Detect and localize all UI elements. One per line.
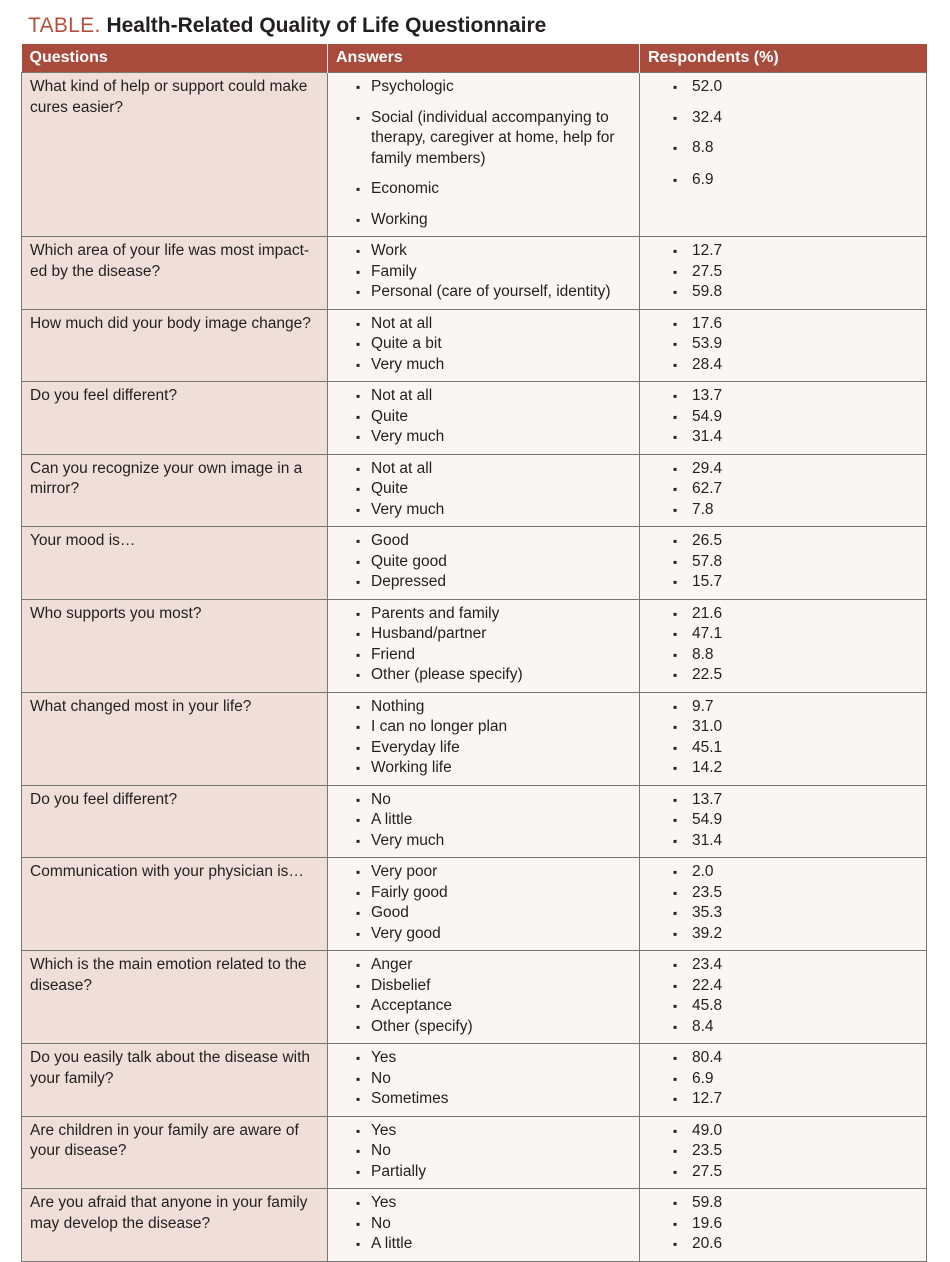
answer-item: ▪ Sometimes (336, 1089, 632, 1110)
answer-item: ▪ Very much (336, 427, 632, 448)
answer-item: ▪ Other (please specify) (336, 665, 632, 686)
answer-item: ▪ Depressed (336, 572, 632, 593)
table-row (22, 1044, 927, 1117)
header-questions: Questions (22, 44, 328, 73)
question-cell: What kind of help or support could make cures easier? (22, 73, 328, 237)
respondent-value: ▪ 19.6 (648, 1214, 919, 1235)
answers-cell (328, 692, 640, 785)
answer-item: ▪ No (336, 1141, 632, 1162)
respondent-value: ▪ 12.7 (648, 241, 919, 262)
question-cell: Are you afraid that anyone in your family may develop the disease? (22, 1189, 328, 1262)
respondent-value: ▪ 21.6 (648, 604, 919, 625)
header-answers: Answers (328, 44, 640, 73)
answer-item: ▪ Working (336, 210, 632, 231)
respondent-value: ▪ 49.0 (648, 1121, 919, 1142)
question-cell: Your mood is… (22, 527, 328, 600)
respondent-value: ▪ 80.4 (648, 1048, 919, 1069)
answer-item: ▪ Quite good (336, 552, 632, 573)
respondents-cell (640, 309, 927, 382)
table-title (28, 14, 546, 38)
respondent-value: ▪ 54.9 (648, 407, 919, 428)
answer-item: ▪ Very good (336, 924, 632, 945)
answer-item: ▪ Husband/partner (336, 624, 632, 645)
answer-item: ▪ Very poor (336, 862, 632, 883)
table-row (22, 309, 927, 382)
table-row (22, 237, 927, 310)
answer-item: ▪ No (336, 1069, 632, 1090)
answer-item: ▪ Very much (336, 355, 632, 376)
respondent-value: ▪ 59.8 (648, 282, 919, 303)
answer-item: ▪ Everyday life (336, 738, 632, 759)
respondents-cell (640, 527, 927, 600)
respondent-value: ▪ 59.8 (648, 1193, 919, 1214)
answer-item: ▪ Family (336, 262, 632, 283)
respondent-value: ▪ 27.5 (648, 262, 919, 283)
table-row (22, 1116, 927, 1189)
respondents-cell (640, 382, 927, 455)
table-row (22, 951, 927, 1044)
respondent-value: ▪ 39.2 (648, 924, 919, 945)
respondent-value: ▪ 23.4 (648, 955, 919, 976)
respondent-value: ▪ 29.4 (648, 459, 919, 480)
table-row (22, 382, 927, 455)
respondent-value: ▪ 45.8 (648, 996, 919, 1017)
header-row (22, 44, 927, 73)
answer-item: ▪ Social (individual accompanying to therapy, caregiver at home, help for family members) (336, 108, 632, 170)
respondent-value: ▪ 13.7 (648, 386, 919, 407)
respondent-value: ▪ 53.9 (648, 334, 919, 355)
question-cell: Who supports you most? (22, 599, 328, 692)
answer-item: ▪ Economic (336, 179, 632, 200)
respondent-value: ▪ 20.6 (648, 1234, 919, 1255)
answer-item: ▪ Friend (336, 645, 632, 666)
answer-item: ▪ Not at all (336, 459, 632, 480)
question-cell: Can you recognize your own image in a mirror? (22, 454, 328, 527)
table-row (22, 1189, 927, 1262)
respondents-cell (640, 1189, 927, 1262)
answer-item: ▪ Parents and family (336, 604, 632, 625)
answer-item: ▪ Not at all (336, 386, 632, 407)
answer-item: ▪ Working life (336, 758, 632, 779)
respondents-cell (640, 454, 927, 527)
answer-item: ▪ Good (336, 903, 632, 924)
answer-item: ▪ Anger (336, 955, 632, 976)
answers-cell (328, 599, 640, 692)
question-cell: Are children in your family are aware of your disease? (22, 1116, 328, 1189)
answer-item: ▪ Very much (336, 500, 632, 521)
answers-cell (328, 951, 640, 1044)
answers-cell (328, 454, 640, 527)
table-row (22, 692, 927, 785)
respondent-value: ▪ 27.5 (648, 1162, 919, 1183)
question-cell: Communication with your physician is… (22, 858, 328, 951)
respondents-cell (640, 785, 927, 858)
answer-item: ▪ Not at all (336, 314, 632, 335)
answers-cell (328, 309, 640, 382)
answer-item: ▪ Acceptance (336, 996, 632, 1017)
answer-item: ▪ Quite (336, 479, 632, 500)
respondent-value: ▪ 8.8 (648, 138, 919, 159)
answer-item: ▪ Quite a bit (336, 334, 632, 355)
respondent-value: ▪ 8.4 (648, 1017, 919, 1038)
respondent-value: ▪ 14.2 (648, 758, 919, 779)
answers-cell (328, 785, 640, 858)
table-row (22, 599, 927, 692)
respondent-value: ▪ 45.1 (648, 738, 919, 759)
question-cell: Do you feel different? (22, 382, 328, 455)
table-row (22, 73, 927, 237)
respondent-value: ▪ 17.6 (648, 314, 919, 335)
respondent-value: ▪ 12.7 (648, 1089, 919, 1110)
answer-item: ▪ Good (336, 531, 632, 552)
respondents-cell (640, 1116, 927, 1189)
table-row (22, 454, 927, 527)
answers-cell (328, 1044, 640, 1117)
header-respondents: Respondents (%) (640, 44, 927, 73)
answer-item: ▪ Psychologic (336, 77, 632, 98)
answers-cell (328, 73, 640, 237)
answer-item: ▪ Very much (336, 831, 632, 852)
answers-cell (328, 1189, 640, 1262)
question-cell: What changed most in your life? (22, 692, 328, 785)
respondents-cell (640, 1044, 927, 1117)
table-row (22, 858, 927, 951)
answer-item: ▪ Partially (336, 1162, 632, 1183)
answer-item: ▪ Yes (336, 1048, 632, 1069)
answers-cell (328, 527, 640, 600)
respondents-cell (640, 951, 927, 1044)
table-name: Health-Related Quality of Life Questionnaire (106, 14, 547, 37)
answer-item: ▪ Yes (336, 1121, 632, 1142)
table-row (22, 785, 927, 858)
respondent-value: ▪ 57.8 (648, 552, 919, 573)
respondent-value: ▪ 62.7 (648, 479, 919, 500)
respondent-value: ▪ 23.5 (648, 883, 919, 904)
table-label: TABLE. (28, 14, 101, 37)
respondent-value: ▪ 13.7 (648, 790, 919, 811)
respondent-value: ▪ 15.7 (648, 572, 919, 593)
answers-cell (328, 1116, 640, 1189)
respondent-value: ▪ 22.4 (648, 976, 919, 997)
answer-item: ▪ Quite (336, 407, 632, 428)
respondents-cell (640, 73, 927, 237)
respondent-value: ▪ 54.9 (648, 810, 919, 831)
respondent-value: ▪ 31.4 (648, 427, 919, 448)
respondent-value: ▪ 31.0 (648, 717, 919, 738)
answer-item: ▪ Yes (336, 1193, 632, 1214)
answer-item: ▪ Personal (care of yourself, identity) (336, 282, 632, 303)
respondent-value: ▪ 8.8 (648, 645, 919, 666)
respondents-cell (640, 599, 927, 692)
table-body (22, 73, 927, 1262)
answers-cell (328, 237, 640, 310)
respondent-value: ▪ 28.4 (648, 355, 919, 376)
answer-item: ▪ No (336, 1214, 632, 1235)
respondent-value: ▪ 22.5 (648, 665, 919, 686)
answers-cell (328, 858, 640, 951)
respondent-value: ▪ 35.3 (648, 903, 919, 924)
answer-item: ▪ A little (336, 810, 632, 831)
question-cell: Which area of your life was most impact-ed by the disease? (22, 237, 328, 310)
question-cell: Do you easily talk about the disease with your family? (22, 1044, 328, 1117)
questionnaire-table (21, 44, 927, 1262)
answer-item: ▪ Other (specify) (336, 1017, 632, 1038)
respondent-value: ▪ 23.5 (648, 1141, 919, 1162)
answer-item: ▪ No (336, 790, 632, 811)
question-cell: Do you feel different? (22, 785, 328, 858)
respondent-value: ▪ 7.8 (648, 500, 919, 521)
respondents-cell (640, 692, 927, 785)
question-cell: Which is the main emotion related to the disease? (22, 951, 328, 1044)
answers-cell (328, 382, 640, 455)
answer-item: ▪ Work (336, 241, 632, 262)
table-row (22, 527, 927, 600)
respondent-value: ▪ 31.4 (648, 831, 919, 852)
respondent-value: ▪ 6.9 (648, 1069, 919, 1090)
respondent-value: ▪ 2.0 (648, 862, 919, 883)
answer-item: ▪ Disbelief (336, 976, 632, 997)
respondents-cell (640, 858, 927, 951)
respondent-value: ▪ 47.1 (648, 624, 919, 645)
answer-item: ▪ I can no longer plan (336, 717, 632, 738)
respondent-value: ▪ 32.4 (648, 108, 919, 129)
answer-item: ▪ Nothing (336, 697, 632, 718)
question-cell: How much did your body image change? (22, 309, 328, 382)
answer-item: ▪ Fairly good (336, 883, 632, 904)
respondent-value: ▪ 9.7 (648, 697, 919, 718)
respondents-cell (640, 237, 927, 310)
answer-item: ▪ A little (336, 1234, 632, 1255)
respondent-value: ▪ 52.0 (648, 77, 919, 98)
respondent-value: ▪ 6.9 (648, 170, 919, 191)
respondent-value: ▪ 26.5 (648, 531, 919, 552)
